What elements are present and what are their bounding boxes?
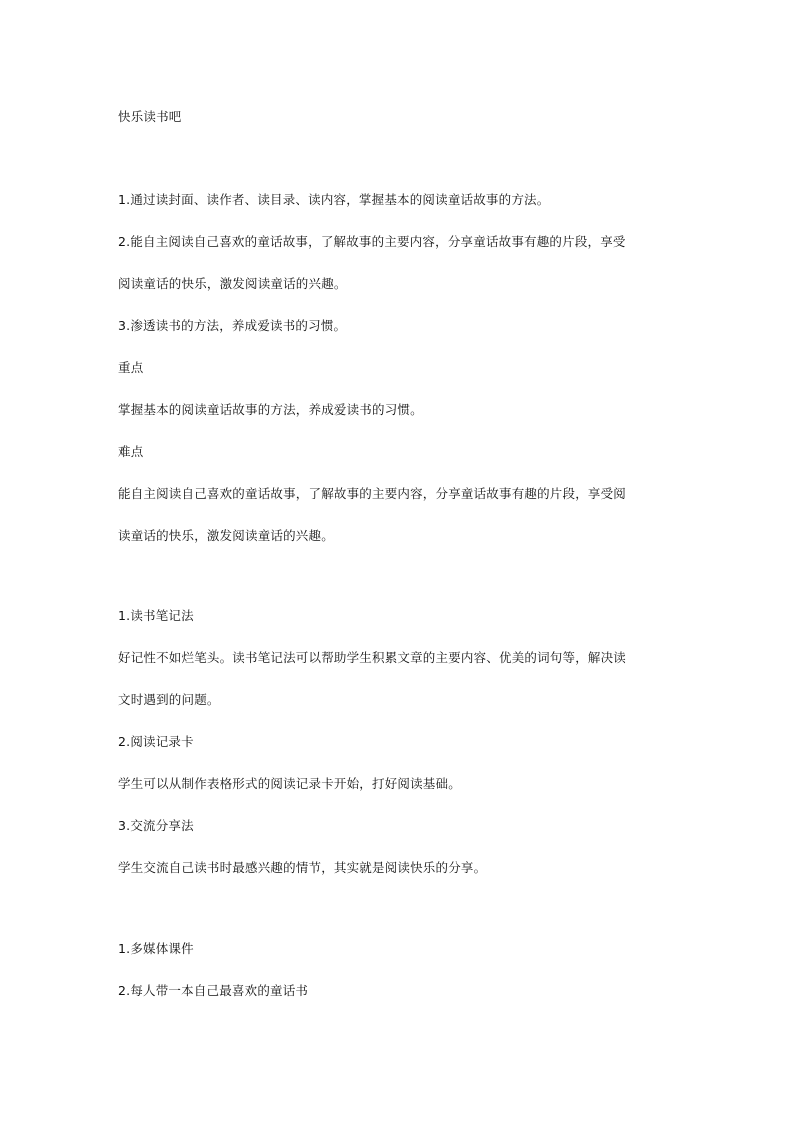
- method-2-heading: 2.阅读记录卡: [118, 734, 194, 749]
- preparation-1: 1.多媒体课件: [118, 941, 194, 956]
- objective-3: 3.渗透读书的方法，养成爱读书的习惯。: [118, 318, 347, 333]
- objective-1: 1.通过读封面、读作者、读目录、读内容，掌握基本的阅读童话故事的方法。: [118, 192, 550, 207]
- difficulty-line-1: 能自主阅读自己喜欢的童话故事，了解故事的主要内容，分享童话故事有趣的片段，享受阅: [118, 486, 627, 501]
- page-title: 快乐读书吧: [118, 109, 182, 124]
- difficulty-line-2: 读童话的快乐，激发阅读童话的兴趣。: [118, 528, 334, 543]
- preparation-2: 2.每人带一本自己最喜欢的童话书: [118, 983, 309, 998]
- method-3-text: 学生交流自己读书时最感兴趣的情节，其实就是阅读快乐的分享。: [118, 860, 487, 875]
- objective-2-line-2: 阅读童话的快乐，激发阅读童话的兴趣。: [118, 276, 347, 291]
- key-point-heading: 重点: [118, 360, 144, 375]
- difficulty-heading: 难点: [118, 444, 144, 459]
- method-1-heading: 1.读书笔记法: [118, 608, 194, 623]
- method-2-text: 学生可以从制作表格形式的阅读记录卡开始，打好阅读基础。: [118, 776, 461, 791]
- key-point-text: 掌握基本的阅读童话故事的方法，养成爱读书的习惯。: [118, 402, 423, 417]
- method-3-heading: 3.交流分享法: [118, 818, 194, 833]
- method-1-line-1: 好记性不如烂笔头。读书笔记法可以帮助学生积累文章的主要内容、优美的词句等，解决读: [118, 650, 627, 665]
- method-1-line-2: 文时遇到的问题。: [118, 692, 220, 707]
- objective-2-line-1: 2.能自主阅读自己喜欢的童话故事，了解故事的主要内容，分享童话故事有趣的片段，享受: [118, 234, 626, 249]
